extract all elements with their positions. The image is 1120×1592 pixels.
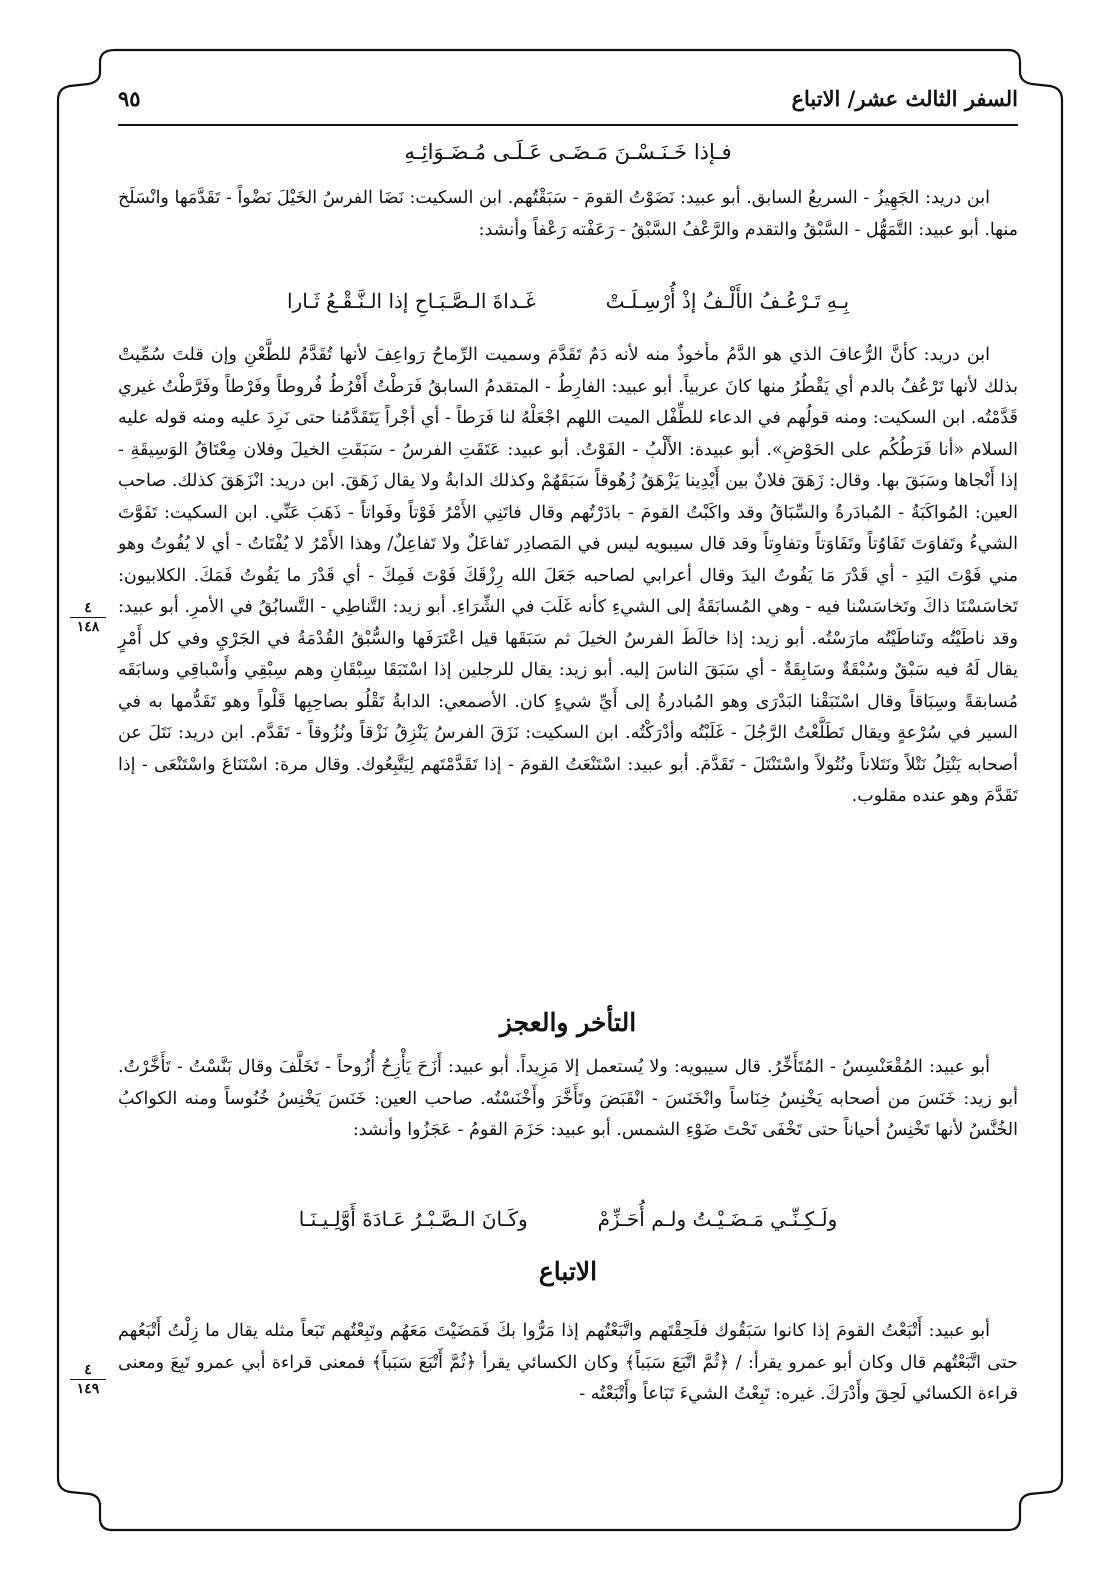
- page-number: ٩٥: [118, 86, 141, 111]
- section-title-delay: التأخر والعجز: [499, 1008, 637, 1037]
- verse-line-3: [118, 1207, 1018, 1231]
- verse-2-first-hemistich: بِـهِ تَـرْعُـفُ الأَلْـفُ إذْ أُرْسِـلَـتْ: [605, 289, 850, 313]
- running-header: [118, 84, 1018, 118]
- paragraph-1: ابن دريد: الجَهِيزُ - السريعُ السابق. أبو عبيد: نَضَوْتُ القومَ - سَبَقْتُهم. ابن السكيت: نَضَا الفرسُ الخَيْلَ نَضْواً - تَقَدَّمَها وانْسَلَخ منها. أبو عبيد: التَّمَهُّل - السَّبْقُ والتقدم والرَّعْفُ السَّبْقُ - رَعَفْته رَعْفاً وأنشد:: [118, 188, 1018, 240]
- paragraph-2: ابن دريد: كأنَّ الرُّعافَ الذي هو الدَّمُ مأخوذٌ منه لأنه دَمٌ تَقَدَّمَ وسميت الرِّماحُ رَواعِفَ لأنها تُقَدَّمُ للطَّعْنِ وإن قلتَ سُمِّيتْ بذلك لأنها تَرْعُفُ بالدم أي يَقْطُرُ منها كانَ عربياً. أبو عبيد: الفارِطُ - المتقدمُ السابقُ فَرَطْتُ أَفْرُطُ فُروطاً وفَرْطاً وفَرَّطْتُ غيري قَدَّمْتُه. ابن السكيت: ومنه قولُهم في الدعاء للطِّفْل الميت اللهم اجْعَلْهُ لنا فَرَطاً - أي أجْراً يَتَقَدَّمُنا حتى نَرِدَ عليه ومنه قوله عليه السلام «أنا فَرَطُكُم على الحَوْضِ». أبو عبيدة: الأَلْبُ - الفَوْتُ. أبو عبيد: عَتَقَتِ الفرسُ - سَبَقَتِ الخيلَ وفلان مِعْتَاقُ الوَسِيقَةِ - إذا أَنْجاها وسَبَقَ بها. وقال: زَهَقَ فلانٌ بين أَيْدِينا يَزْهَقُ زُهُوقاً سَبَقَهُمْ وكذلك الدابةُ ولا يقال زَهَقَ. ابن دريد: انْزَهَقَ كذلك. صاحب العين: المُواكَبَةُ - المُبادَرةُ والسِّبَاقُ وقد واكَبْتُ القومَ - بادَرْتُهم وقال فاتَنِي الأَمْرُ فَوْتاً وفَواتاً - ذَهَبَ عَنِّي. ابن السكيت: تَفَوَّتَ الشيءُ وتَفاوَتَ تَفَاوُتاً وتَفَاوَتاً وتفاوِتاً وقد قال سيبويه ليس في المَصادِر تَفاعَلٌ ولا تَفاعِلٌ/ وهذا الأَمْرُ لا يُفْتَاتُ - أي لا يُفُوتُ وهو مني فَوْتَ اليَدِ - أي قَدْرَ مَا يَفُوتُ اليدَ وقال أعرابي لصاحبه جَعَلَ الله رِزْقَكَ فَوْتَ فَمِكَ - أي قَدْرَ ما يَفُوتُ فَمَكَ. الكلابيون: تَخاسَسْنَا ذاكَ وتَخاسَسْنا فيه - وهي المُسابَقَةُ إلى الشيءِ كأنه غَلَبَ في الشِّرَاءِ. أبو زيد: التَّناطِي - التَّسابُقُ في الأمرِ. أبو عبيد: وقد ناطَيْتُه وتَناطَيْتُه مارَسْتُه. أبو زيد: إذا خالَطَ الفرسُ الخيلَ ثم سَبَقَها قيل اعْتَرَفَها والسُّبْقُ القُدْمَةُ في الجَرْيِ وفي كل أَمْرٍ يقال لَهُ فيه سَبْقٌ وسُبْقَةٌ وسَابِقَةٌ - أي سَبَقَ الناسَ إليه. أبو زيد: يقال للرجلين إذا اسْتَبَقَا سِبْقَانِ وهم سِبْقِي وأَسْباقِي وسابَقَه مُسابقةً وسِبَاقاً وقال اسْتَبَقْنا البَدْرَى وهو المُبادرةُ إلى أَيِّ شيءٍ كان. الأصمعي: الدابةُ تَقْلُو بصاحِبِها قَلْواً وهو تَقَدُّمها به في السير في سُرْعةٍ ويقال تَطَلَّعْتُ الرَّجُلَ - غَلَبْتُه وأدْرَكْتُه. ابن السكيت: نَزَقَ الفرسُ يَنْزِقُ نَزْقاً ونُزُوقاً - تَقَدَّم. ابن دريد: نَتَلَ عن أصحابه يَنْتِلُ نَتْلاً ونَتَلاناً ونُتُولاً واسْتَنْتَلَ - تَقَدَّمَ. أبو عبيد: اسْتَنْعَتُ القومَ - إذا تَقَدَّمْتَهم لِيَتَّبِعُوك. وقال مرة: اسْتَنَاعَ واسْتَنْعَى - إذا تَقَدَّمَ وهو عنده مقلوب.: [118, 345, 1018, 806]
- verse-2-second-hemistich: غَـداةَ الـصَّـبَـاحِ إذا الـنَّـقْـعُ ثَـارا: [286, 289, 536, 313]
- verse-line-2: [118, 289, 1018, 313]
- header-title: السفر الثالث عشر/ الاتباع: [791, 86, 1018, 111]
- margin-marker-2-top: ٤: [70, 1362, 106, 1380]
- header-rule: [118, 124, 1018, 126]
- paragraph-3: أبو عبيد: المُقْعَنْسِسُ - المُتَأَخِّرُ. قال سيبويه: ولا يُستعمل إلا مَزِيداً. أبو عبيد: أَزَحَ يَأْزِحُ أُزُوحاً - تَخَلَّفَ وقال بَنَّسْتُ - تَأَخَّرْتُ. أبو زيد: خَنَسَ من أصحابه يَخْنِسُ خِنَاساً وانْخَنَسَ - انْقَبَضَ وتَأَخَّرَ وأَخْنَسْتُه. صاحب العين: خَنَسَ يَخْنِسُ خُنُوساً ومنه الكواكبُ الخُنَّسُ لأنها تَخْنِسُ أحياناً حتى تَخْفَى تَحْتَ ضَوْءِ الشمس. أبو عبيد: حَزَمَ القومُ - عَجَزُوا وأنشد:: [118, 1057, 1018, 1140]
- verse-line-1: فـإذا خَـنَـسْـنَ مَـضَـى عَـلَـى مُـضَـوَائِـهِ: [404, 140, 732, 164]
- section-title-following: الاتباع: [538, 1257, 598, 1286]
- verse-3-second-hemistich: وكَـانَ الـصَّـبْـرُ عَـادَةَ أَوَّلِـيـنَـا: [298, 1207, 528, 1231]
- verse-3-first-hemistich: ولَـكِـنِّـي مَـضَـيْـتُ ولـم أُحَـزِّمْ: [597, 1207, 838, 1231]
- margin-marker-2: [70, 1362, 106, 1397]
- margin-marker-1: [70, 600, 106, 635]
- margin-marker-2-bottom: ١٤٩: [76, 1381, 100, 1397]
- margin-marker-1-top: ٤: [70, 600, 106, 618]
- margin-marker-1-bottom: ١٤٨: [76, 619, 100, 635]
- paragraph-4: أبو عبيد: أَتْبَعْتُ القومَ إذا كانوا سَبَقُوك فلَحِقْتَهم واتَّبَعْتُهم إذا مَرُّوا بكَ فَمَضَيْتَ مَعَهُم وتَبِعْتُهم تَبَعاً مثله يقال ما زِلْتُ أَتْبَعُهم حتى اتَّبَعْتُهم قال وكان أبو عمرو يقرأ: / ﴿ثُمَّ اتَّبَعَ سَبَباً﴾ وكان الكسائي يقرأ ﴿ثُمَّ أَتْبَعَ سَبَباً﴾ فمعنى قراءة أبي عمرو تَبِعَ ومعنى قراءة الكسائي لَحِقَ وأَدْرَكَ. غيره: تَبِعْتُ الشيءَ تَبَاعاً وأَتْبَعْتُه -: [118, 1321, 1018, 1404]
